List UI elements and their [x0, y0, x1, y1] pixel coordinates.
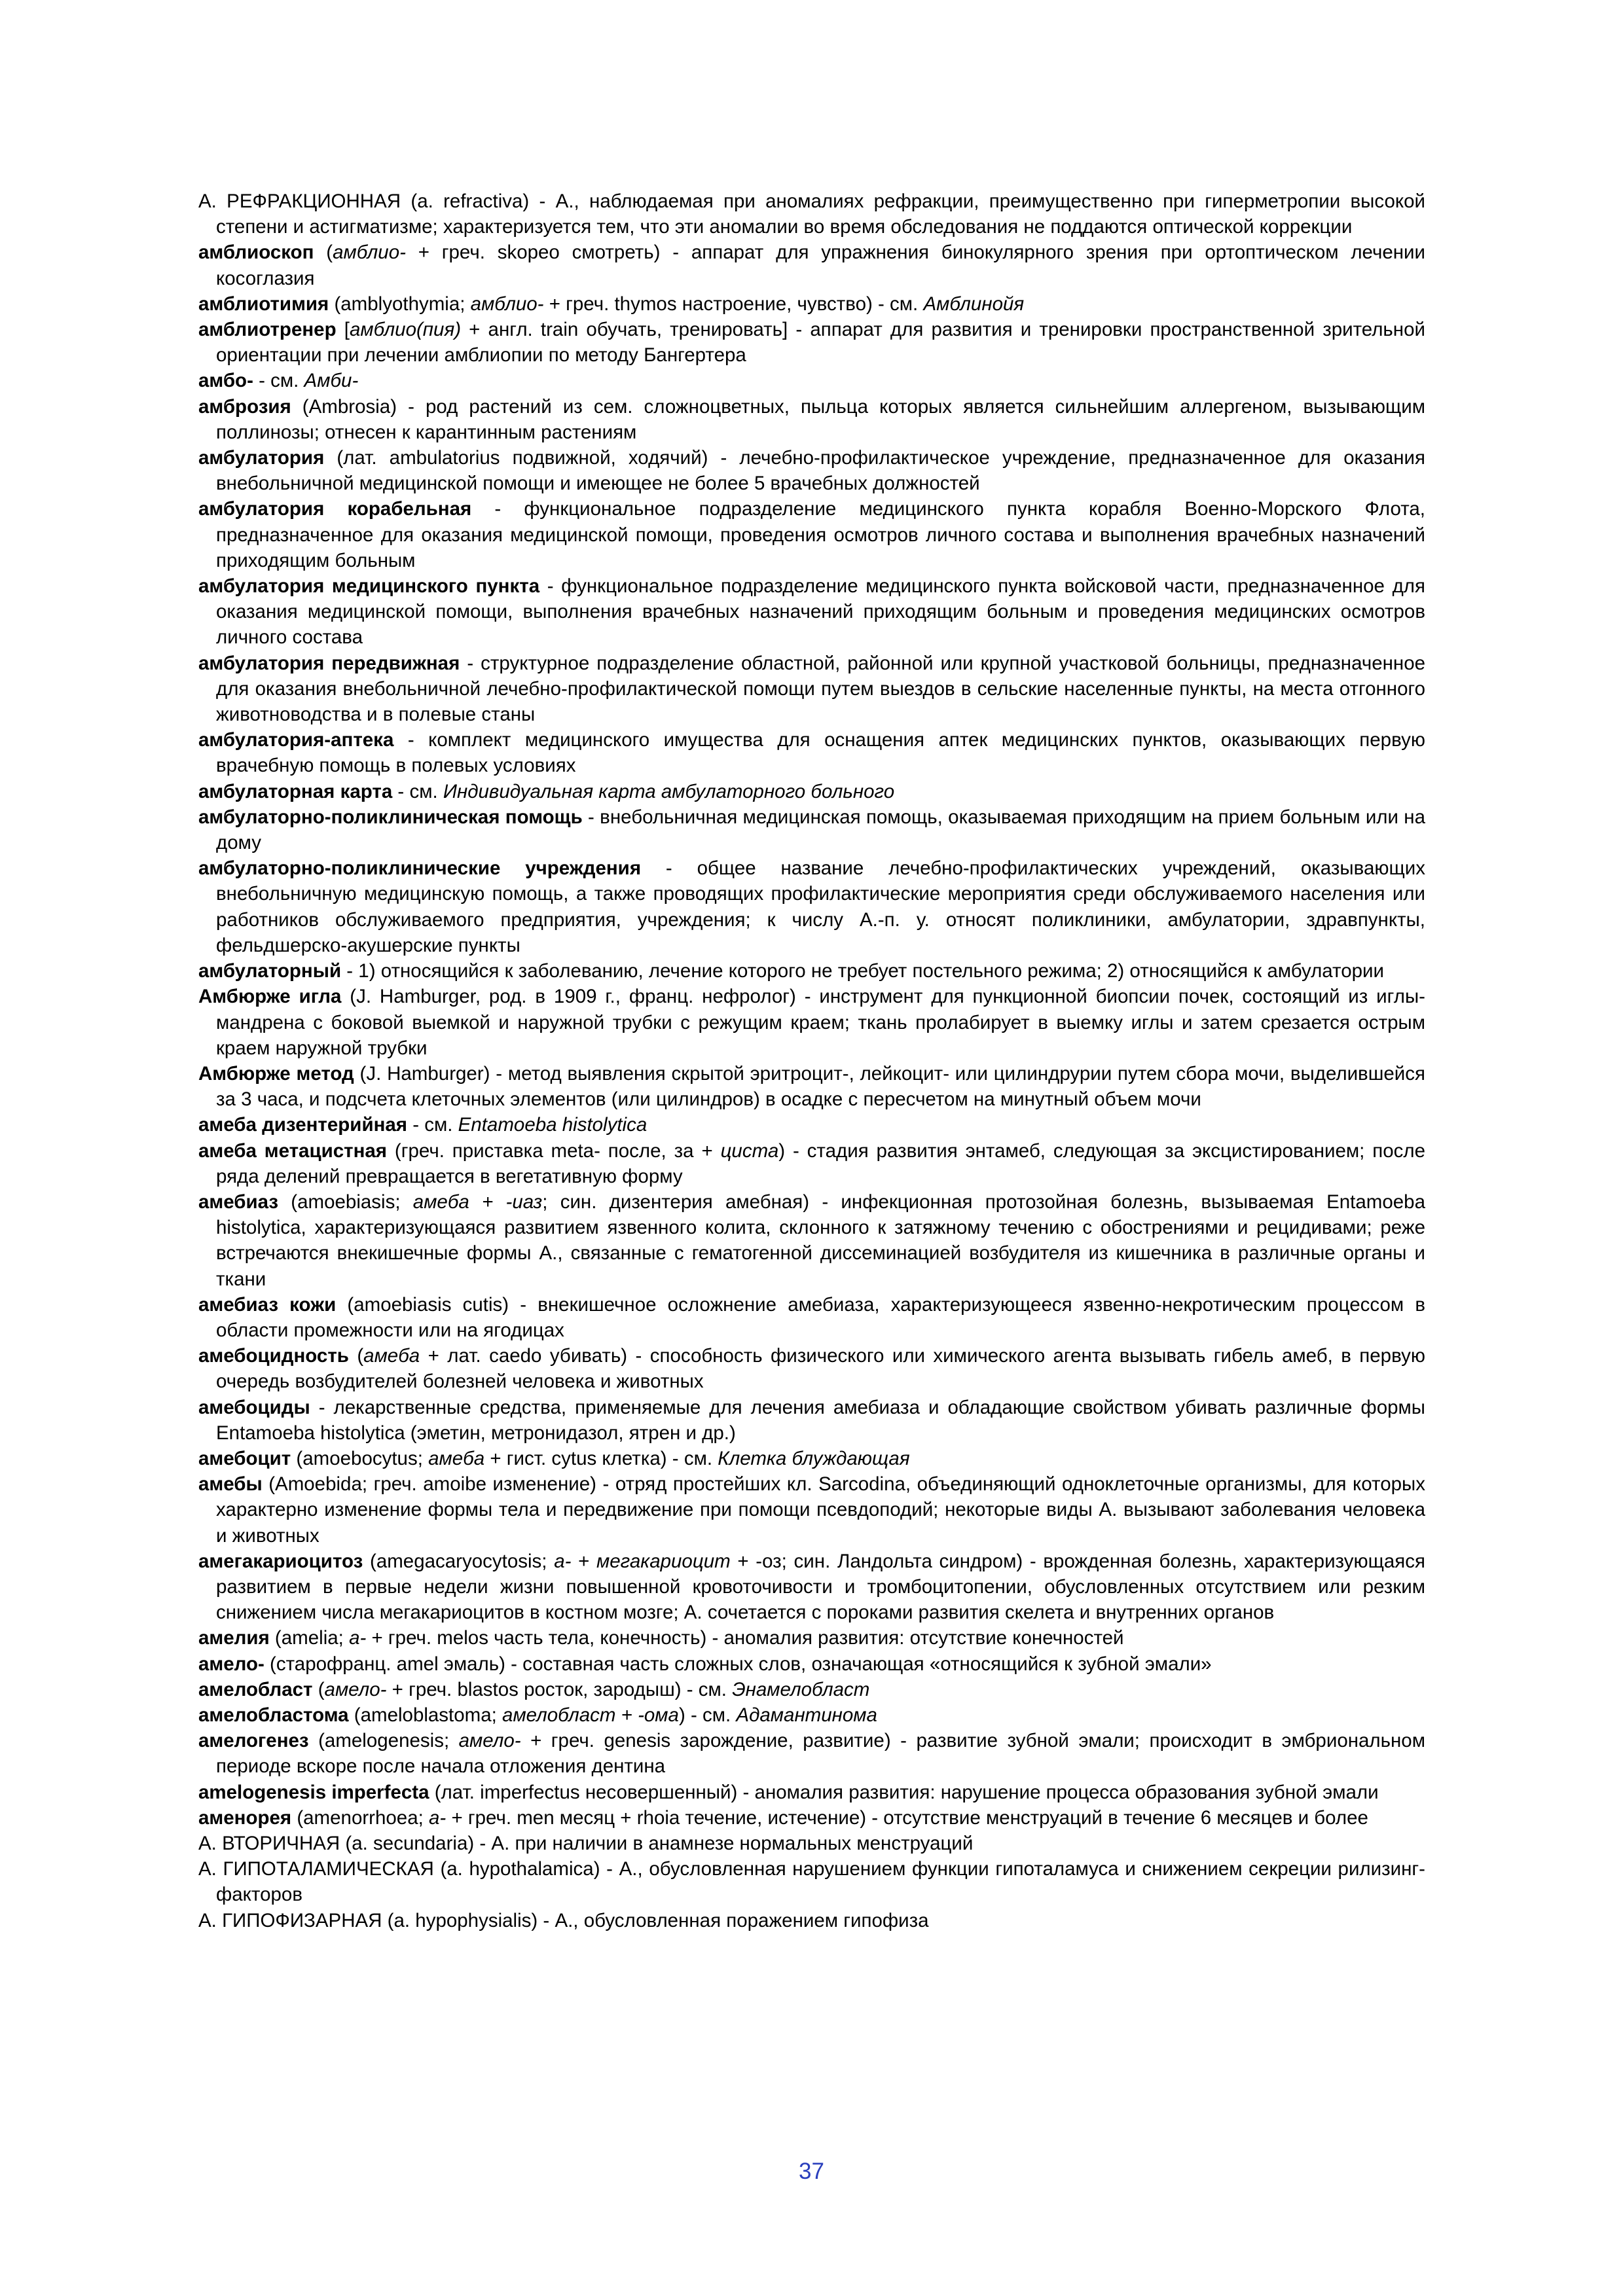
entry-text: (J. Hamburger) - метод выявления скрытой эритроцит-, лейкоцит- или цилиндрурии путем сбора мочи, выделившейся за 3 часа, и подсчета клеточных элементов (или цилиндров) в осадке с пересчетом на минутный объем мочи [216, 1062, 1426, 1111]
dictionary-entry [198, 1549, 1425, 1626]
entry-text: (amoebocytus; [291, 1447, 429, 1469]
entry-text: (Amoebida; греч. amoibe изменение) - отряд простейших кл. Sarcodina, объединяющий одноклеточные организмы, для которых характерно изменение формы тела и передвижение при помощи псевдоподий; некоторые виды А. вызывают заболевания человека и животных [216, 1473, 1425, 1547]
dictionary-entries [198, 188, 1425, 1933]
entry-text: (amelogenesis; [308, 1730, 459, 1752]
entry-text: + греч. genesis зарождение, развитие) - развитие зубной эмали; происходит в эмбриональном периоде вскоре после начала отложения дентина [216, 1730, 1425, 1778]
dictionary-entry [198, 727, 1425, 778]
entry-headword: амбулатория передвижная [198, 652, 460, 674]
entry-italic-text: Адамантинома [736, 1704, 877, 1726]
dictionary-entry [198, 1908, 1425, 1933]
entry-text: - функциональное подразделение медицинского пункта корабля Военно-Морского Флота, предназначенное для оказания медицинской помощи, проведения осмотров личного состава и выполнения врачебных назначений приходящим больным [216, 498, 1425, 571]
page-number: 37 [799, 2159, 824, 2184]
dictionary-entry [198, 1471, 1425, 1549]
entry-text: + греч. skopeo смотреть) - аппарат для упражнения бинокулярного зрения при ортоптическом лечении косоглазия [216, 242, 1425, 289]
entry-headword: амбулатория корабельная [198, 498, 472, 520]
entry-headword: амебы [198, 1473, 263, 1496]
entry-text: (amblyothymia; [329, 293, 471, 315]
entry-headword: аменорея [198, 1806, 292, 1829]
entry-headword: амбулатория медицинского пункта [198, 575, 540, 598]
entry-text: (amoebiasis cutis) - внекишечное осложнение амебиаза, характеризующееся язвенно-некротическим процессом в области промежности или на ягодицах [216, 1293, 1425, 1341]
dictionary-entry [198, 188, 1425, 240]
entry-text: (старофранц. amel эмаль) - составная часть сложных слов, означающая «относящийся к зубной эмали» [264, 1653, 1212, 1675]
entry-text: ) - стадия развития энтамеб, следующая за эксцистированием; после ряда делений превращается в вегетативную форму [216, 1139, 1426, 1187]
entry-headword: амбулаторно-поликлинические учреждения [198, 857, 642, 880]
entry-headword: амбулаторный [198, 960, 342, 982]
dictionary-entry [198, 445, 1425, 496]
entry-headword: амебоциды [198, 1396, 310, 1418]
entry-headword: амеба метацистная [198, 1139, 388, 1162]
entry-headword: амебоцидность [198, 1345, 349, 1367]
entry-text: (amoebiasis; [278, 1191, 413, 1213]
dictionary-entry [198, 317, 1425, 368]
dictionary-entry [198, 1446, 1425, 1471]
entry-text: - комплект медицинского имущества для оснащения аптек медицинских пунктов, оказывающих первую врачебную помощь в полевых условиях [216, 729, 1425, 777]
entry-italic-text: Амблинойя [923, 293, 1025, 315]
entry-headword: amelogenesis imperfecta [198, 1781, 429, 1803]
entry-headword: Амбюрже метод [198, 1062, 354, 1085]
dictionary-entry [198, 1651, 1425, 1677]
entry-italic-text: Энамелобласт [732, 1678, 870, 1700]
entry-headword: амебиаз [198, 1191, 279, 1213]
entry-italic-text: амело- [458, 1730, 521, 1752]
entry-italic-text: а- [554, 1550, 572, 1572]
entry-italic-text: амблио- [470, 293, 544, 315]
entry-italic-text: а- [429, 1806, 447, 1829]
entry-text: + -оз; син. Ландольта синдром) - врожденная болезнь, характеризующаяся развитием в первые недели жизни повышенной кровоточивости и тромбоцитопении, обусловленных отсутствием или резким снижением числа мегакариоцитов в костном мозге; А. сочетается с пороками развития скелета и внутренних органов [216, 1550, 1425, 1624]
entry-headword: амброзия [198, 395, 291, 418]
entry-headword: амегакариоцитоз [198, 1550, 363, 1572]
dictionary-entry [198, 855, 1425, 958]
dictionary-entry [198, 1395, 1425, 1446]
dictionary-entry [198, 573, 1425, 651]
dictionary-entry [198, 1805, 1425, 1831]
dictionary-entry [198, 1138, 1425, 1189]
entry-text: - 1) относящийся к заболеванию, лечение которого не требует постельного режима; 2) относящийся к амбулатории [341, 960, 1385, 982]
entry-text: + лат. caedo убивать) - способность физического или химического агента вызывать гибель амеб, в первую очередь возбудителей болезней человека и животных [216, 1345, 1425, 1393]
entry-text: (греч. приставка meta- после, за + [387, 1139, 721, 1162]
dictionary-entry [198, 804, 1425, 855]
entry-text: - см. [392, 780, 443, 802]
dictionary-entry [198, 1677, 1425, 1702]
entry-italic-text: а- [349, 1627, 367, 1649]
entry-text: А. ВТОРИЧНАЯ (a. secundaria) - А. при наличии в анамнезе нормальных менструаций [198, 1833, 974, 1854]
entry-text: (лат. ambulatorius подвижной, ходячий) - лечебно-профилактическое учреждение, предназначенное для оказания внебольничной медицинской помощи и имеющее не более 5 врачебных должностей [216, 447, 1425, 495]
entry-italic-text: мегакариоцит [596, 1550, 731, 1572]
entry-headword: амбулатория-аптека [198, 729, 394, 751]
entry-text: ( [348, 1345, 364, 1367]
entry-italic-text: амеба + -иаз [412, 1191, 543, 1213]
entry-text: + греч. blastos росток, зародыш) - см. [386, 1678, 733, 1700]
entry-text: (ameloblastoma; [348, 1704, 503, 1726]
dictionary-entry [198, 1831, 1425, 1856]
dictionary-entry [198, 1780, 1425, 1805]
entry-headword: амебоцит [198, 1447, 291, 1469]
dictionary-entry [198, 496, 1425, 573]
entry-italic-text: амблио(пия) [349, 319, 462, 341]
entry-text: (amegacaryocytosis; [363, 1550, 555, 1572]
entry-headword: амелобласт [198, 1678, 313, 1700]
entry-italic-text: Клетка блуждающая [718, 1447, 910, 1469]
entry-headword: Амбюрже игла [198, 986, 342, 1008]
entry-headword: амебиаз кожи [198, 1293, 337, 1316]
dictionary-entry [198, 368, 1425, 393]
dictionary-entry [198, 240, 1425, 291]
entry-italic-text: Амби- [304, 370, 359, 392]
entry-italic-text: амблио- [333, 242, 406, 264]
entry-headword: амблиотимия [198, 293, 329, 315]
entry-headword: амбулатория [198, 447, 325, 469]
entry-text: - см. [407, 1114, 458, 1136]
entry-italic-text: Индивидуальная карта амбулаторного больного [443, 780, 895, 802]
entry-italic-text: амеба [363, 1345, 420, 1367]
entry-text: + англ. train обучать, тренировать] - аппарат для развития и тренировки пространственной зрительной ориентации при лечении амблиопии по методу Бангертера [216, 319, 1425, 367]
entry-text: [ [336, 319, 350, 341]
entry-text: (amenorrhoea; [291, 1806, 429, 1829]
entry-text: А. ГИПОТАЛАМИЧЕСКАЯ (a. hypothalamica) - А., обусловленная нарушением функции гипоталамуса и снижением секреции рилизинг-факторов [198, 1858, 1425, 1906]
entry-headword: амелобластома [198, 1704, 349, 1726]
dictionary-entry [198, 1856, 1425, 1907]
entry-headword: амбулаторно-поликлиническая помощь [198, 806, 583, 828]
dictionary-entry [198, 1728, 1425, 1779]
entry-headword: амбо- [198, 370, 253, 392]
entry-text: ) - см. [678, 1704, 737, 1726]
entry-text: - общее название лечебно-профилактических учреждений, оказывающих внебольничную медицинскую помощь, а также проводящих профилактические мероприятия среди обслуживаемого населения или работников обслуживаемого предприятия, учреждения; к числу А.-п. у. относят поликлиники, амбулатории, здравпункты, фельдшерско-акушерские пункты [216, 857, 1425, 956]
entry-italic-text: амело- [324, 1678, 387, 1700]
dictionary-entry [198, 1112, 1425, 1138]
entry-text: (J. Hamburger, род. в 1909 г., франц. нефролог) - инструмент для пункционной биопсии почек, состоящий из иглы-мандрена с боковой выемкой и наружной трубки с режущим краем; ткань пролабирует в выемку иглы и затем срезается острым краем наружной трубки [216, 986, 1425, 1059]
dictionary-entry [198, 394, 1425, 445]
entry-headword: амело- [198, 1653, 264, 1675]
dictionary-entry [198, 291, 1425, 317]
entry-text: - функциональное подразделение медицинского пункта войсковой части, предназначенное для оказания медицинской помощи, выполнения врачебных назначений приходящим больным и проведения медицинских осмотров личного состава [216, 575, 1425, 649]
entry-text: (лат. imperfectus несовершенный) - аномалия развития: нарушение процесса образования зубной эмали [429, 1781, 1379, 1803]
entry-text: ( [314, 242, 333, 264]
entry-headword: амблиоскоп [198, 242, 314, 264]
dictionary-entry [198, 779, 1425, 804]
entry-headword: амелогенез [198, 1730, 309, 1752]
entry-text: - см. [253, 370, 304, 392]
entry-text: ( [312, 1678, 325, 1700]
entry-text: + [571, 1550, 597, 1572]
entry-headword: амбулаторная карта [198, 780, 393, 802]
dictionary-entry [198, 1625, 1425, 1651]
entry-headword: амеба дизентерийная [198, 1114, 408, 1136]
entry-text: - внебольничная медицинская помощь, оказываемая приходящим на прием больным или на дому [216, 806, 1425, 854]
dictionary-entry [198, 1702, 1425, 1728]
dictionary-entry [198, 958, 1425, 984]
entry-text: (amelia; [269, 1627, 350, 1649]
entry-italic-text: циста [720, 1139, 779, 1162]
entry-text: (Ambrosia) - род растений из сем. сложноцветных, пыльца которых является сильнейшим аллергеном, вызывающим поллинозы; отнесен к карантинным растениям [216, 395, 1425, 443]
entry-text: А. РЕФРАКЦИОННАЯ (a. refractiva) - А., наблюдаемая при аномалиях рефракции, преимущественно при гиперметропии высокой степени и астигматизме; характеризуется тем, что эти аномалии во время обследования не поддаются оптической коррекции [198, 190, 1425, 238]
entry-text: ; син. дизентерия амебная) - инфекционная протозойная болезнь, вызываемая Entamoeba histolytica, характеризующаяся развитием язвенного колита, склонного к затяжному течению с обострениями и рецидивами; реже встречаются внекишечные формы А., связанные с гематогенной диссеминацией возбудителя из кишечника в различные органы и ткани [216, 1191, 1425, 1290]
entry-text: + гист. cytus клетка) - см. [484, 1447, 718, 1469]
entry-text: - структурное подразделение областной, районной или крупной участковой больницы, предназначенное для оказания внебольничной лечебно-профилактической помощи путем выездов в сельские населенные пункты, на места отгонного животноводства и в полевые станы [216, 652, 1426, 726]
entry-headword: амелия [198, 1627, 270, 1649]
dictionary-entry [198, 1292, 1425, 1343]
entry-italic-text: амелобласт + -ома [502, 1704, 679, 1726]
entry-headword: амблиотренер [198, 319, 337, 341]
entry-text: А. ГИПОФИЗАРНАЯ (a. hypophysialis) - А., обусловленная поражением гипофиза [198, 1909, 929, 1931]
entry-text: + греч. thymos настроение, чувство) - см. [543, 293, 924, 315]
dictionary-entry [198, 1189, 1425, 1292]
entry-text: + греч. melos часть тела, конечность) - аномалия развития: отсутствие конечностей [366, 1627, 1124, 1649]
entry-italic-text: Entamoeba histolytica [458, 1114, 647, 1136]
entry-italic-text: амеба [428, 1447, 485, 1469]
dictionary-entry [198, 651, 1425, 728]
dictionary-entry [198, 1061, 1425, 1112]
entry-text: + греч. men месяц + rhoia течение, истечение) - отсутствие менструаций в течение 6 месяцев и более [446, 1806, 1368, 1829]
dictionary-entry [198, 984, 1425, 1061]
entry-text: - лекарственные средства, применяемые для лечения амебиаза и обладающие свойством убивать различные формы Entamoeba histolytica (эметин, метронидазол, ятрен и др.) [216, 1396, 1425, 1444]
dictionary-entry [198, 1343, 1425, 1394]
